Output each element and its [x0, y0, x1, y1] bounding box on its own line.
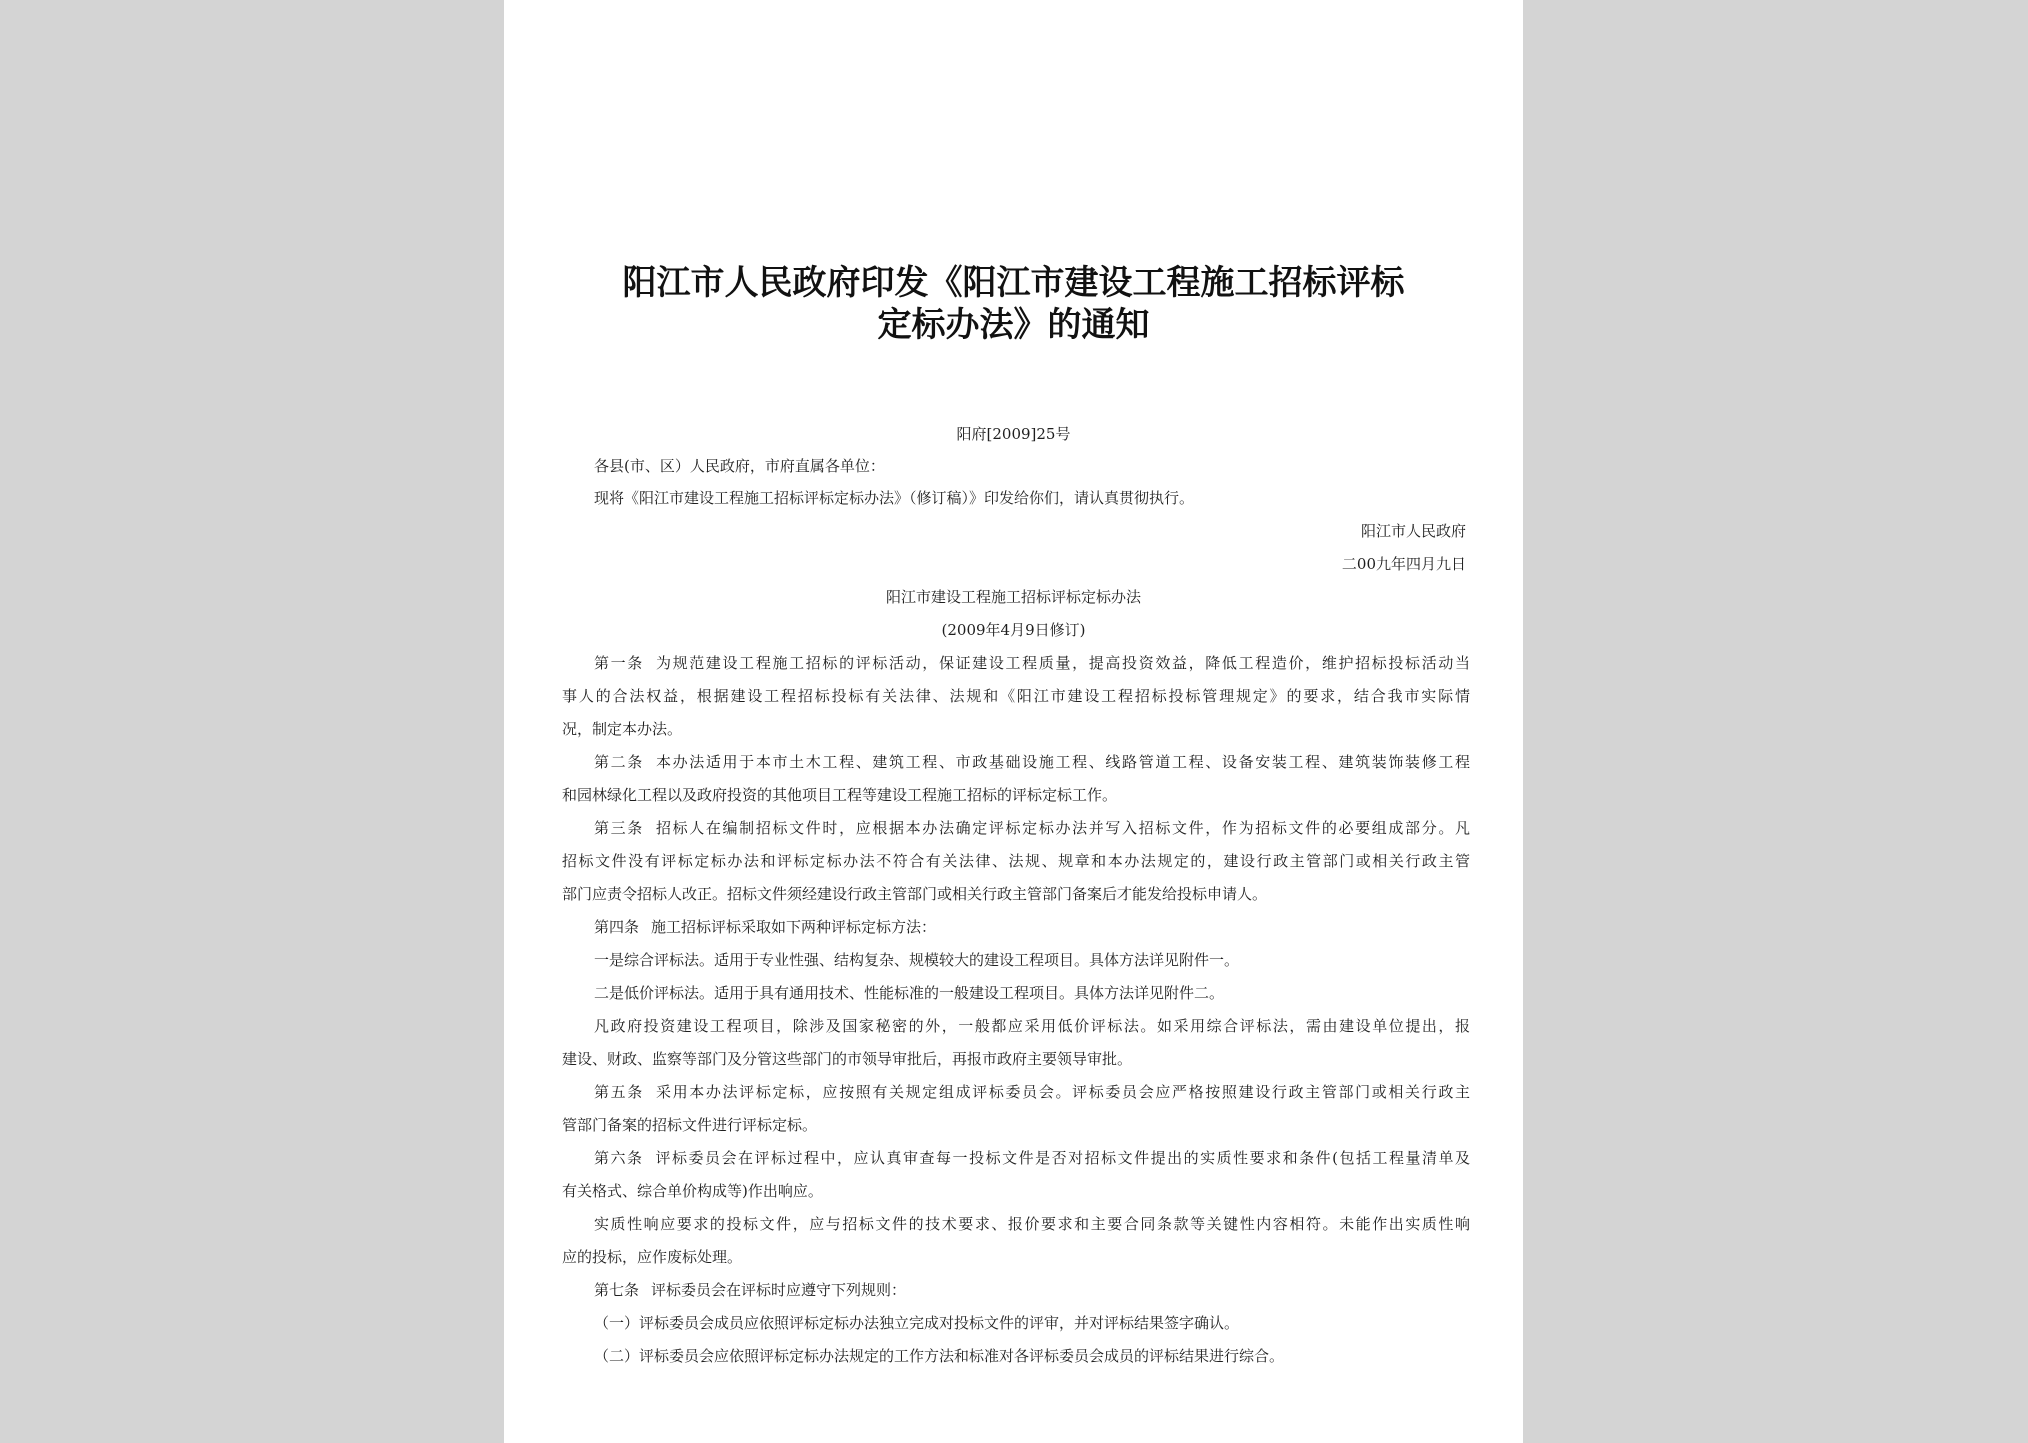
- gov-projects-line-2: 建设、财政、监察等部门及分管这些部门的市领导审批后，再报市政府主要领导审批。: [562, 1050, 1133, 1068]
- revision-note: (2009年4月9日修订): [941, 621, 1086, 639]
- article-5-line-1: 第五条 采用本办法评标定标，应按照有关规定组成评标委员会。评标委员会应严格按照建设行政主管部门或相关行政主: [594, 1083, 1470, 1101]
- title-line-1: 阳江市人民政府印发《阳江市建设工程施工招标评标: [622, 263, 1405, 303]
- article-6-line-1: 第六条 评标委员会在评标过程中，应认真审查每一投标文件是否对招标文件提出的实质性要求和条件(包括工程量清单及: [594, 1149, 1470, 1167]
- article-label: 第二条: [594, 753, 644, 771]
- article-5-line-2: 管部门备案的招标文件进行评标定标。: [562, 1116, 818, 1134]
- gov-projects-line-1: 凡政府投资建设工程项目，除涉及国家秘密的外，一般都应采用低价评标法。如采用综合评标法，需由建设单位提出，报: [594, 1017, 1470, 1035]
- article-label: 第一条: [594, 654, 644, 672]
- article-2-line-2: 和园林绿化工程以及政府投资的其他项目工程等建设工程施工招标的评标定标工作。: [562, 786, 1118, 804]
- article-3-line-2: 招标文件没有评标定标办法和评标定标办法不符合有关法律、法规、规章和本办法规定的，建设行政主管部门或相关行政主管: [562, 852, 1470, 870]
- article-label: 第七条: [594, 1281, 640, 1299]
- article-label: 第四条: [594, 918, 640, 936]
- rule-1: （一）评标委员会成员应依照评标定标办法独立完成对投标文件的评审，并对评标结果签字确认。: [594, 1314, 1240, 1332]
- article-2-line-1: 第二条 本办法适用于本市土木工程、建筑工程、市政基础设施工程、线路管道工程、设备安装工程、建筑装饰装修工程: [594, 753, 1470, 771]
- issuer: 阳江市人民政府: [1360, 522, 1466, 540]
- method-2: 二是低价评标法。适用于具有通用技术、性能标准的一般建设工程项目。具体方法详见附件二。: [594, 984, 1225, 1002]
- article-3-line-3: 部门应责令招标人改正。招标文件须经建设行政主管部门或相关行政主管部门备案后才能发给投标申请人。: [562, 885, 1268, 903]
- article-1-line-2: 事人的合法权益，根据建设工程招标投标有关法律、法规和《阳江市建设工程招标投标管理规定》的要求，结合我市实际情: [562, 687, 1470, 705]
- article-label: 第三条: [594, 819, 644, 837]
- article-7-line-1: 第七条 评标委员会在评标时应遵守下列规则：: [594, 1281, 907, 1299]
- salutation: 各县(市、区）人民政府，市府直属各单位：: [594, 457, 885, 475]
- article-label: 第六条: [594, 1149, 644, 1167]
- rule-2: （二）评标委员会应依照评标定标办法规定的工作方法和标准对各评标委员会成员的评标结果进行综合。: [594, 1347, 1285, 1365]
- document-number: 阳府[2009]25号: [956, 425, 1071, 443]
- substantive-response-line-2: 应的投标，应作废标处理。: [562, 1248, 743, 1266]
- article-3-line-1: 第三条 招标人在编制招标文件时，应根据本办法确定评标定标办法并写入招标文件，作为招标文件的必要组成部分。凡: [594, 819, 1470, 837]
- title-line-2: 定标办法》的通知: [877, 305, 1150, 345]
- article-label: 第五条: [594, 1083, 644, 1101]
- article-1-line-3: 况，制定本办法。: [562, 720, 683, 738]
- article-6-line-2: 有关格式、综合单价构成等)作出响应。: [562, 1182, 823, 1200]
- document-title: [504, 262, 1523, 346]
- method-1: 一是综合评标法。适用于专业性强、结构复杂、规模较大的建设工程项目。具体方法详见附件一。: [594, 951, 1240, 969]
- notice-body: 现将《阳江市建设工程施工招标评标定标办法》（修订稿）》印发给你们，请认真贯彻执行。: [594, 489, 1195, 507]
- regulation-title: 阳江市建设工程施工招标评标定标办法: [885, 588, 1141, 606]
- issue-date: 二00九年四月九日: [1341, 555, 1466, 573]
- article-1-line-1: 第一条 为规范建设工程施工招标的评标活动，保证建设工程质量，提高投资效益，降低工程造价，维护招标投标活动当: [594, 654, 1470, 672]
- substantive-response-line-1: 实质性响应要求的投标文件，应与招标文件的技术要求、报价要求和主要合同条款等关键性内容相符。未能作出实质性响: [594, 1215, 1470, 1233]
- document-page: [504, 0, 1523, 1443]
- article-4-line-1: 第四条 施工招标评标采取如下两种评标定标方法：: [594, 918, 937, 936]
